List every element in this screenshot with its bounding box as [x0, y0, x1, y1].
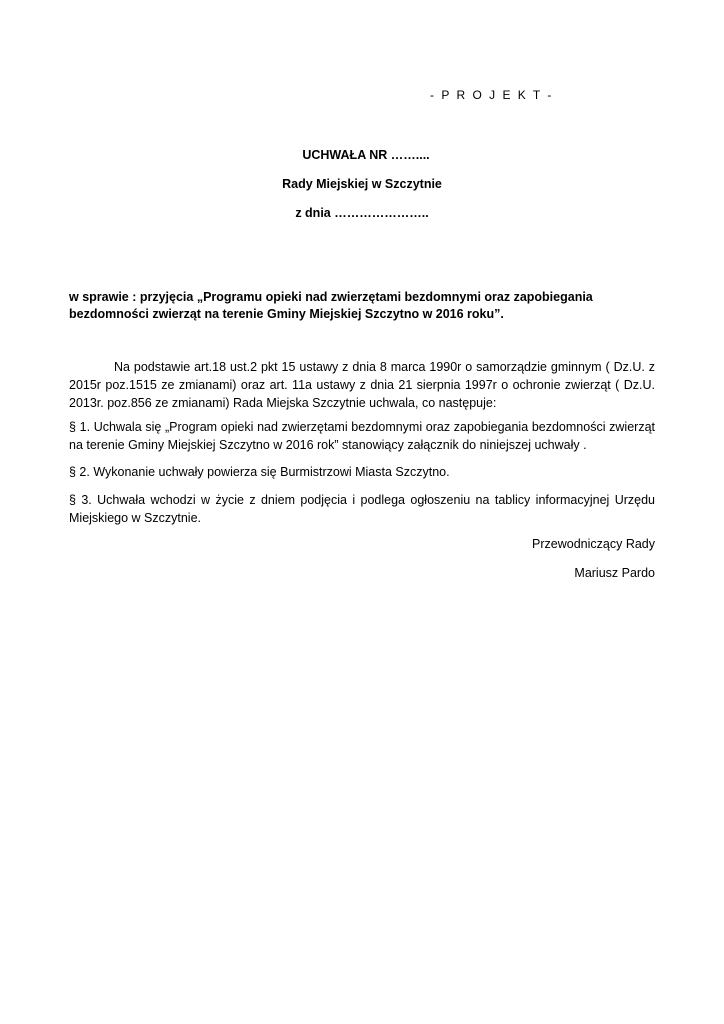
legal-basis-line-2: 2015r poz.1515 ze zmianami) oraz art. 11a ustawy z dnia 21 sierpnia 1997r o ochronie zwierząt ( Dz.U.: [69, 378, 655, 392]
council-name: Rady Miejskiej w Szczytnie: [282, 177, 442, 191]
subject-line-1: w sprawie : przyjęcia „Programu opieki nad zwierzętami bezdomnymi oraz zapobiegania: [69, 290, 593, 304]
section-3-line-2: Miejskiego w Szczytnie.: [69, 511, 201, 525]
section-1-line-1: § 1. Uchwala się „Program opieki nad zwierzętami bezdomnymi oraz zapobiegania bezdomności zwierząt: [69, 420, 655, 434]
section-2-line: § 2. Wykonanie uchwały powierza się Burmistrzowi Miasta Szczytno.: [69, 465, 450, 479]
draft-marker: - P R O J E K T -: [430, 88, 554, 102]
section-3-paragraph: [69, 491, 655, 527]
resolution-date: z dnia …………………..: [295, 206, 429, 220]
legal-basis-line-3: 2013r. poz.856 ze zmianami) Rada Miejska Szczytnie uchwala, co następuje:: [69, 396, 497, 410]
section-3-line-1: § 3. Uchwała wchodzi w życie z dniem podjęcia i podlega ogłoszeniu na tablicy informacyjnej Urzędu: [69, 493, 655, 507]
resolution-subject: [69, 289, 659, 323]
subject-line-2: bezdomności zwierząt na terenie Gminy Miejskiej Szczytno w 2016 roku”.: [69, 307, 504, 321]
section-1-paragraph: [69, 418, 655, 454]
legal-basis-line-1: Na podstawie art.18 ust.2 pkt 15 ustawy z dnia 8 marca 1990r o samorządzie gminnym ( Dz.U. z: [114, 360, 655, 374]
legal-basis-paragraph: [69, 358, 655, 412]
signatory-role: Przewodniczący Rady: [532, 537, 655, 551]
section-1-line-2: na terenie Gminy Miejskiej Szczytno w 2016 rok” stanowiący załącznik do niniejszej uchwały .: [69, 438, 587, 452]
section-2-paragraph: [69, 463, 655, 481]
signatory-name: Mariusz Pardo: [574, 566, 655, 580]
resolution-number: UCHWAŁA NR ……....: [302, 148, 430, 162]
